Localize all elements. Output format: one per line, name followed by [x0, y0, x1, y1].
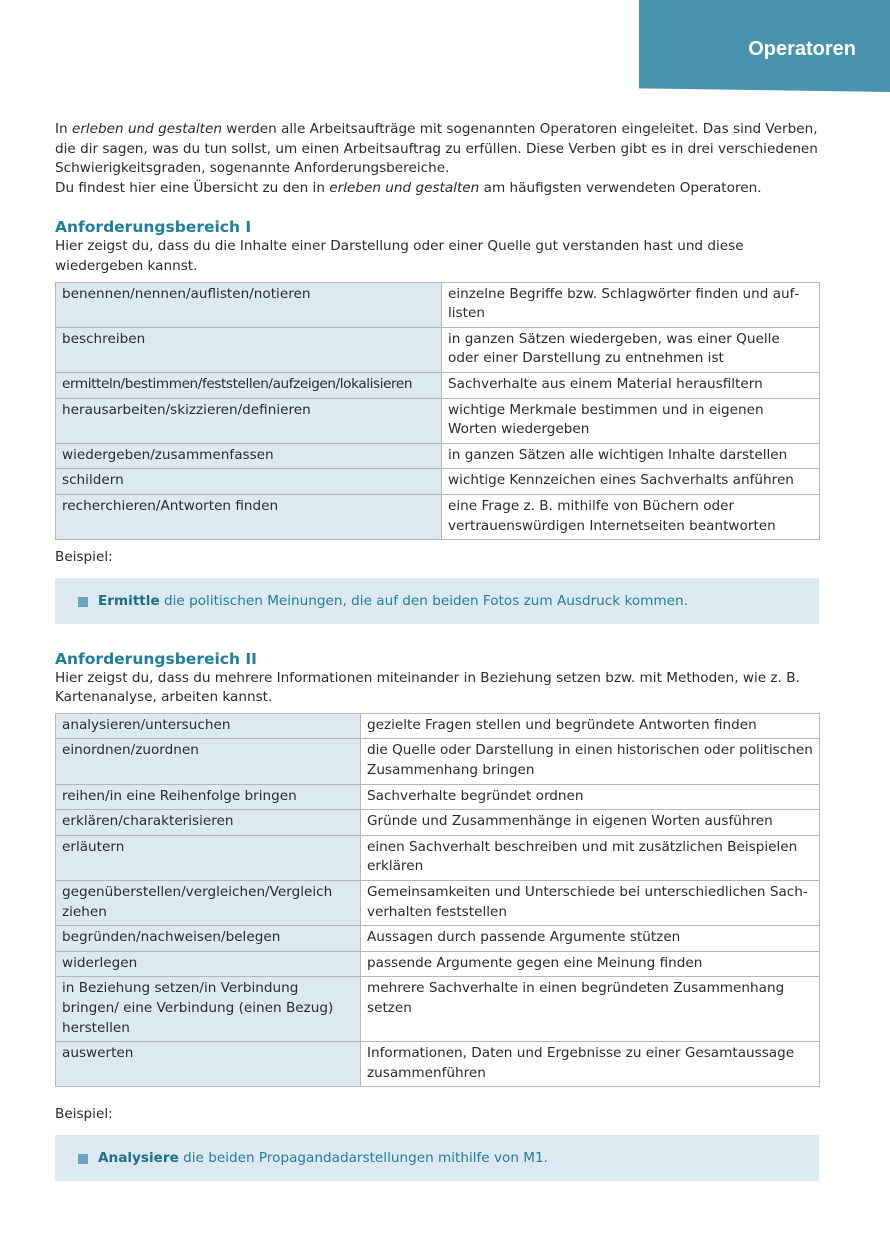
operator-term: in Beziehung setzen/in Verbindung bringen/ eine Verbindung (einen Bezug) herstellen	[56, 977, 361, 1042]
operator-definition: gezielte Fragen stellen und begründete Antworten finden	[361, 713, 820, 739]
square-bullet-icon	[78, 1154, 88, 1164]
example-operator: Analysiere	[98, 1149, 179, 1166]
table-row	[56, 977, 820, 1042]
square-bullet-icon	[78, 597, 88, 607]
section-description: Hier zeigst du, dass du mehrere Informationen miteinander in Beziehung setzen bzw. mit Methoden, wie z. B. Kartenanalyse, arbeiten kannst.	[55, 669, 800, 706]
operator-definition: Gemeinsamkeiten und Unterschiede bei unterschiedlichen Sachverhalten feststellen	[361, 881, 820, 926]
intro-text-part: In	[55, 121, 72, 137]
example-label: Beispiel:	[55, 549, 113, 566]
table-row	[56, 1042, 820, 1087]
section-description: Hier zeigst du, dass du die Inhalte einer Darstellung oder einer Quelle gut verstanden hast und diese wiedergeben kannst.	[55, 238, 744, 274]
example-box	[55, 578, 819, 624]
operator-definition: passende Argumente gegen eine Meinung finden	[361, 951, 820, 977]
example-operator: Ermittle	[98, 592, 160, 609]
intro-paragraph-2	[55, 179, 819, 199]
table-row	[56, 810, 820, 836]
section-2	[55, 649, 819, 1181]
operator-definition: die Quelle oder Darstellung in einen historischen oder politischen Zusammenhang bringen	[361, 739, 820, 784]
operator-term: auswerten	[56, 1042, 361, 1087]
main-content	[55, 120, 819, 1181]
operator-definition: Sachverhalte begründet ordnen	[361, 784, 820, 810]
operator-definition: Sachverhalte aus einem Material herausfiltern	[442, 372, 820, 398]
page-title: Operatoren	[748, 38, 856, 60]
operator-term: ermitteln/bestimmen/feststellen/aufzeigen/lokalisieren	[56, 372, 442, 398]
operator-term: erläutern	[56, 835, 361, 880]
table-row	[56, 327, 820, 372]
table-row	[56, 372, 820, 398]
table-row	[56, 398, 820, 443]
intro-text-part: am häufigsten verwendeten Operatoren.	[479, 179, 762, 196]
operator-term: begründen/nachweisen/belegen	[56, 926, 361, 952]
operator-definition: wichtige Kennzeichen eines Sachverhalts anführen	[442, 469, 820, 495]
operator-definition: Aussagen durch passende Argumente stützen	[361, 926, 820, 952]
operator-term: widerlegen	[56, 951, 361, 977]
example-text	[98, 592, 688, 612]
table-row	[56, 784, 820, 810]
example-label: Beispiel:	[55, 1106, 113, 1123]
table-row	[56, 494, 820, 539]
operator-term: benennen/nennen/auflisten/notieren	[56, 282, 442, 327]
intro-text	[55, 120, 819, 198]
table-row	[56, 951, 820, 977]
operator-term: erklären/charakterisieren	[56, 810, 361, 836]
operator-definition: einen Sachverhalt beschreiben und mit zusätzlichen Beispielen erklären	[361, 835, 820, 880]
book-title: erleben und gestalten	[71, 121, 222, 137]
operator-definition: mehrere Sachverhalte in einen begründeten Zusammenhang setzen	[361, 977, 820, 1042]
operator-term: beschreiben	[56, 327, 442, 372]
example-box	[55, 1135, 819, 1181]
operator-term: reihen/in eine Reihenfolge bringen	[56, 784, 361, 810]
operator-term: gegenüberstellen/vergleichen/Vergleich ziehen	[56, 881, 361, 926]
section-1	[55, 217, 819, 623]
table-row	[56, 443, 820, 469]
operator-definition: in ganzen Sätzen alle wichtigen Inhalte darstellen	[442, 443, 820, 469]
table-row	[56, 835, 820, 880]
operator-definition: wichtige Merkmale bestimmen und in eigenen Worten wiedergeben	[442, 398, 820, 443]
section-heading: Anforderungsbereich I	[55, 218, 252, 237]
table-row	[56, 282, 820, 327]
operator-term: recherchieren/Antworten finden	[56, 494, 442, 539]
operator-definition: eine Frage z. B. mithilfe von Büchern oder vertrauenswürdigen Internetseiten beantworten	[442, 494, 820, 539]
operator-term: wiedergeben/zusammenfassen	[56, 443, 442, 469]
operator-term: analysieren/untersuchen	[56, 713, 361, 739]
table-row	[56, 469, 820, 495]
operator-definition: Informationen, Daten und Ergebnisse zu einer Gesamtaussage zusammenführen	[361, 1042, 820, 1087]
table-row	[56, 926, 820, 952]
operator-term: herausarbeiten/skizzieren/definieren	[56, 398, 442, 443]
example-task: die politischen Meinungen, die auf den beiden Fotos zum Ausdruck kommen.	[159, 592, 688, 609]
intro-paragraph-1	[55, 120, 819, 179]
table-row	[56, 713, 820, 739]
example-task: die beiden Propagandadarstellungen mithilfe von M1.	[178, 1149, 548, 1166]
operator-table-1	[55, 282, 820, 541]
operator-table-2	[55, 713, 820, 1088]
intro-text-part: Du findest hier eine Übersicht zu den in	[55, 179, 330, 196]
example-text	[98, 1149, 548, 1169]
operator-definition: in ganzen Sätzen wiedergeben, was einer Quelle oder einer Darstellung zu entnehmen ist	[442, 327, 820, 372]
table-row	[56, 739, 820, 784]
operator-definition: einzelne Begriffe bzw. Schlagwörter finden und auflisten	[442, 282, 820, 327]
intro-text-part: werden alle Arbeitsaufträge mit sogenannten Operatoren eingeleitet. Das sind Verben, die dir sagen, was du tun sollst, um einen Arbeitsauftrag zu erfüllen. Diese Verben gibt es in drei verschiedenen Schwierigkeitsgraden, sogenannte Anforderungsbereiche.	[55, 121, 818, 177]
section-heading: Anforderungsbereich II	[55, 649, 257, 668]
operator-definition: Gründe und Zusammenhänge in eigenen Worten ausführen	[361, 810, 820, 836]
operator-term: einordnen/zuordnen	[56, 739, 361, 784]
book-title: erleben und gestalten	[329, 179, 480, 196]
operator-term: schildern	[56, 469, 442, 495]
table-row	[56, 881, 820, 926]
